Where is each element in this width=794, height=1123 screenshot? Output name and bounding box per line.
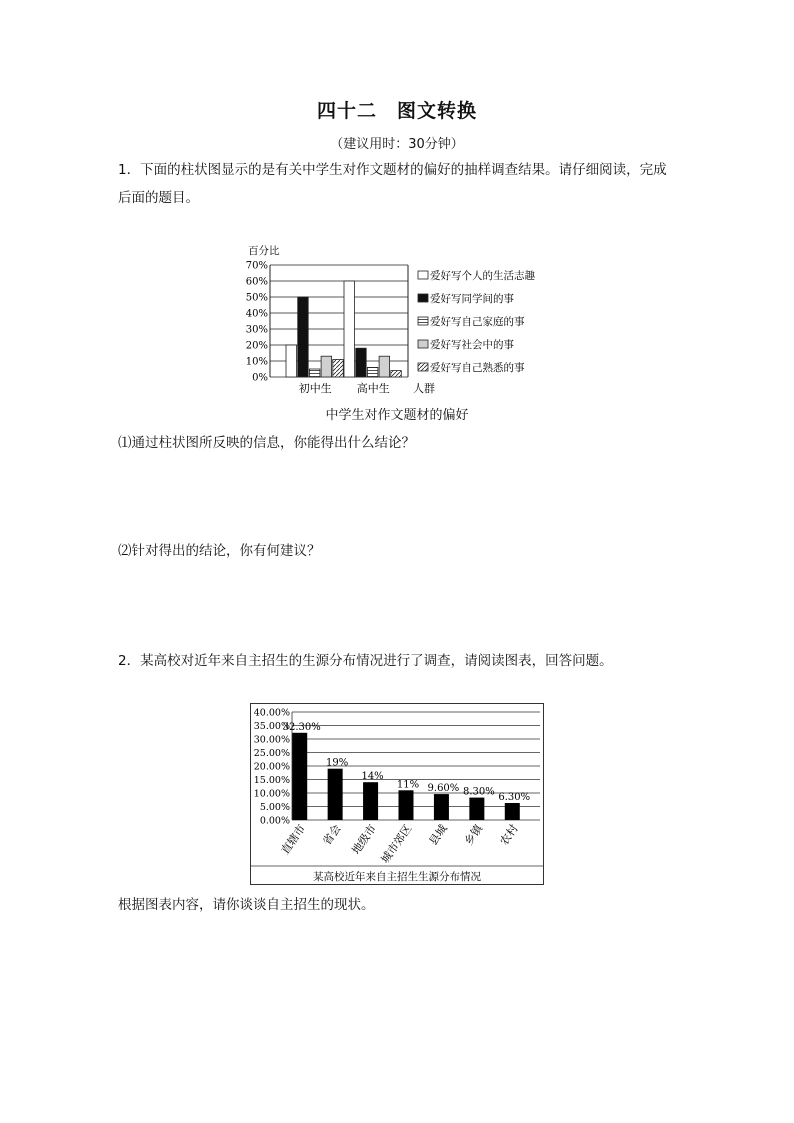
chart-1-caption: 中学生对作文题材的偏好	[325, 408, 469, 423]
chart-2-y-tick: 40.00%	[253, 707, 290, 719]
chart-1-x-label: 人群	[413, 382, 435, 395]
chart-2-data-label: 32.30%	[282, 721, 321, 733]
chart-2-x-tick: 县城	[426, 822, 450, 848]
question-1-text: 1．下面的柱状图显示的是有关中学生对作文题材的偏好的抽样调查结果。请仔细阅读，完成后面的题目。	[118, 162, 667, 206]
chart-2-bar	[328, 769, 343, 820]
page-title: 四十二 图文转换	[316, 100, 477, 122]
question-2-text: 2．某高校对近年来自主招生的生源分布情况进行了调查，请阅读图表，回答问题。	[118, 653, 613, 669]
chart-1-legend-swatch	[418, 363, 428, 371]
question-1-sub-1: ⑴通过柱状图所反映的信息，你能得出什么结论？	[118, 435, 415, 451]
chart-1-legend-label: 爱好写同学间的事	[430, 293, 514, 305]
chart-1-legend-label: 爱好写个人的生活志趣	[430, 270, 535, 282]
chart-2-bar	[292, 733, 307, 820]
chart-1-y-label: 百分比	[248, 245, 280, 257]
chart-1-legend-swatch	[418, 271, 428, 279]
chart-1-y-tick: 20%	[245, 340, 268, 352]
chart-2-x-tick: 地级市	[349, 822, 380, 857]
chart-2-y-tick: 35.00%	[253, 721, 290, 732]
chart-2-bar	[399, 790, 414, 820]
chart-1-bar	[298, 297, 309, 377]
chart-1-y-tick: 30%	[245, 324, 268, 336]
chart-1-legend-swatch	[418, 294, 428, 302]
chart-2-y-tick: 30.00%	[253, 734, 290, 746]
chart-1-bar	[391, 371, 402, 377]
chart-2-y-tick: 15.00%	[253, 775, 290, 786]
time-note: （建议用时：30分钟）	[330, 137, 464, 152]
chart-1-bar	[309, 369, 320, 377]
chart-1-legend-swatch	[418, 340, 428, 348]
chart-2-y-tick: 20.00%	[253, 761, 290, 773]
chart-2-x-tick: 省会	[320, 822, 344, 848]
chart-2-data-label: 11%	[396, 779, 420, 791]
chart-2-bar	[363, 782, 378, 820]
chart-2-data-label: 14%	[361, 771, 384, 783]
chart-1-bar	[333, 359, 344, 377]
chart-2-y-tick: 0.00%	[259, 815, 290, 827]
chart-1-y-tick: 0%	[252, 372, 268, 384]
chart-1-y-tick: 10%	[245, 356, 268, 368]
chart-2-data-label: 19%	[326, 757, 349, 769]
chart-1-bar	[321, 356, 332, 377]
chart-1-y-tick: 40%	[245, 308, 268, 320]
chart-2-x-tick: 直辖市	[278, 822, 309, 857]
chart-2-title: 某高校近年来自主招生生源分布情况	[313, 871, 481, 883]
chart-1-bar	[286, 345, 297, 377]
chart-2-y-tick: 5.00%	[259, 802, 290, 813]
chart-1-bar	[379, 356, 390, 377]
chart-2-y-tick: 25.00%	[253, 748, 290, 759]
question-1-sub-2: ⑵针对得出的结论，你有何建议？	[118, 543, 321, 559]
chart-1-x-tick: 高中生	[356, 382, 390, 395]
chart-2-bar	[469, 798, 484, 820]
chart-2-data-label: 8.30%	[462, 786, 495, 798]
chart-1-legend-label: 爱好写社会中的事	[430, 339, 514, 351]
chart-1-y-tick: 60%	[245, 276, 268, 288]
chart-1-y-tick: 70%	[245, 260, 268, 272]
chart-2-bar	[505, 803, 520, 820]
chart-1-legend-label: 爱好写自己熟悉的事	[430, 362, 525, 374]
chart-1-legend-swatch	[418, 317, 428, 325]
chart-2-data-label: 6.30%	[498, 791, 531, 803]
chart-1-x-tick: 初中生	[298, 382, 332, 395]
chart-2-x-tick: 农村	[497, 822, 521, 848]
chart-1-legend-label: 爱好写自己家庭的事	[430, 316, 525, 328]
chart-1-bar	[367, 367, 378, 377]
chart-2-y-tick: 10.00%	[253, 788, 290, 800]
chart-2-data-label: 9.60%	[427, 783, 460, 795]
chart-2-x-tick: 乡镇	[462, 822, 486, 848]
chart-2-x-tick: 城市郊区	[378, 822, 415, 866]
chart-1	[240, 240, 580, 400]
chart-1-y-tick: 50%	[245, 292, 268, 304]
chart-1-bar	[344, 281, 355, 377]
question-2-followup: 根据图表内容，请你谈谈自主招生的现状。	[118, 897, 375, 913]
chart-2	[250, 703, 544, 885]
chart-1-bar	[356, 348, 367, 377]
chart-2-bar	[434, 794, 449, 820]
